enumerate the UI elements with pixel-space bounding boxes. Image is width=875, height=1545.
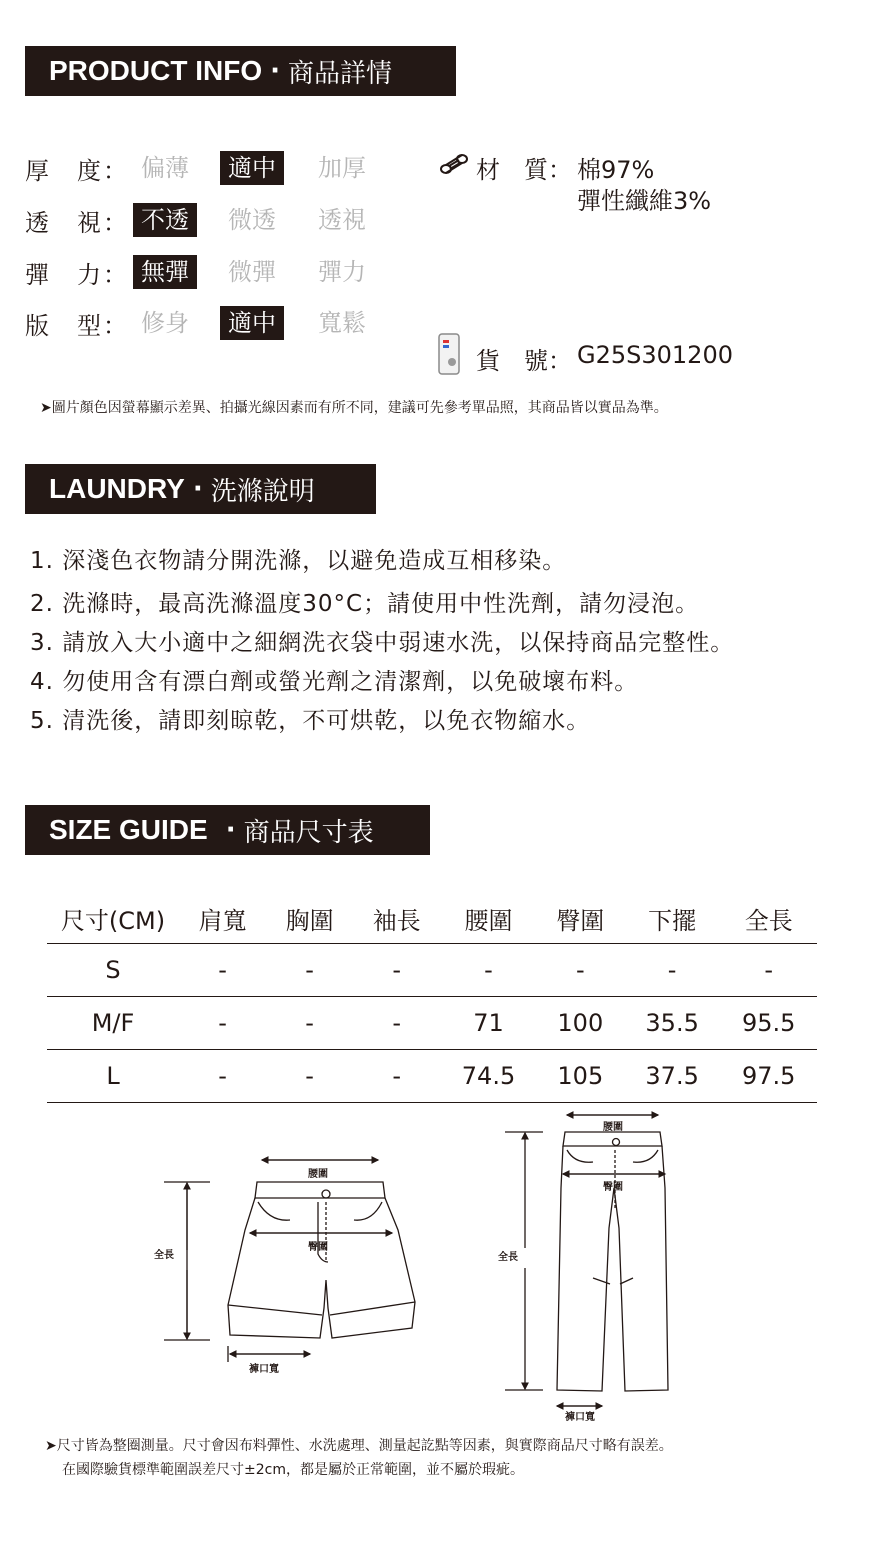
size-value-cell: - [624, 944, 721, 997]
size-value-cell: - [720, 944, 817, 997]
attribute-option: 修身 [141, 309, 189, 337]
attribute-row [25, 252, 135, 292]
size-label-cell: M/F [47, 997, 179, 1050]
attribute-label: 彈 力： [25, 260, 129, 289]
header-zh: 洗滌說明 [210, 476, 315, 507]
shorts-waist-label: 腰圍 [308, 1169, 328, 1180]
size-table-header-row [47, 893, 817, 944]
size-value-cell: 37.5 [624, 1050, 721, 1103]
attribute-label: 透 視： [25, 208, 129, 237]
size-value-cell: 35.5 [624, 997, 721, 1050]
color-note: ➤圖片顏色因螢幕顯示差異、拍攝光線因素而有所不同，建議可先參考單品照，其商品皆以實品為準。 [40, 400, 668, 416]
header-sep: · [270, 56, 280, 86]
column-header: 臀圍 [556, 906, 605, 935]
material-value-1: 棉97% [577, 156, 655, 184]
column-header: 尺寸(CM) [60, 906, 166, 935]
attribute-option-selected: 無彈 [133, 255, 197, 289]
size-value-cell: 97.5 [720, 1050, 817, 1103]
column-header: 袖長 [372, 906, 421, 935]
size-note-2: 在國際驗貨標準範圍誤差尺寸±2cm，都是屬於正常範圍，並不屬於瑕疵。 [62, 1462, 524, 1478]
size-value-cell: 74.5 [440, 1050, 537, 1103]
tag-icon [436, 332, 462, 376]
size-value-cell: - [353, 944, 440, 997]
attribute-option-selected: 適中 [220, 306, 284, 340]
size-value-cell: 95.5 [720, 997, 817, 1050]
laundry-header [25, 464, 376, 514]
attribute-label: 厚 度： [25, 156, 129, 185]
header-zh: 商品詳情 [288, 58, 393, 89]
shorts-hem-label: 褲口寬 [249, 1364, 279, 1375]
laundry-item: 3. 請放入大小適中之細網洗衣袋中弱速水洗，以保持商品完整性。 [30, 630, 735, 656]
attribute-label: 版 型： [25, 311, 129, 340]
column-header: 全長 [744, 906, 793, 935]
laundry-item: 5. 清洗後，請即刻晾乾，不可烘乾，以免衣物縮水。 [30, 708, 591, 734]
column-header: 下擺 [648, 906, 697, 935]
table-row [47, 997, 817, 1050]
attribute-row [25, 303, 135, 343]
column-header: 胸圍 [285, 906, 334, 935]
header-sep: · [225, 815, 236, 845]
attribute-option: 偏薄 [141, 154, 189, 182]
size-value-cell: - [537, 944, 624, 997]
attribute-row [25, 148, 135, 188]
laundry-item: 4. 勿使用含有漂白劑或螢光劑之清潔劑，以免破壞布料。 [30, 669, 639, 695]
header-en: LAUNDRY [49, 473, 185, 504]
pants-waist-label: 腰圍 [603, 1122, 623, 1133]
laundry-item: 2. 洗滌時，最高洗滌溫度30°C；請使用中性洗劑，請勿浸泡。 [30, 591, 700, 617]
size-note-1: ➤尺寸皆為整圈測量。尺寸會因布料彈性、水洗處理、測量起訖點等因素，與實際商品尺寸略有誤差。 [45, 1438, 673, 1454]
table-row [47, 944, 817, 997]
pants-diagram [495, 1108, 695, 1432]
material-label: 材 質： [476, 156, 572, 184]
sku-value: G25S301200 [577, 341, 733, 369]
size-value-cell: 71 [440, 997, 537, 1050]
size-value-cell: 105 [537, 1050, 624, 1103]
table-row [47, 1050, 817, 1103]
attribute-option: 彈力 [318, 258, 366, 286]
size-value-cell: - [266, 1050, 353, 1103]
header-en: SIZE GUIDE [49, 814, 208, 845]
pants-hip-label: 臀圍 [603, 1182, 623, 1193]
header-sep: · [192, 474, 203, 504]
header-en: PRODUCT INFO [49, 55, 263, 86]
size-value-cell: 100 [537, 997, 624, 1050]
attribute-option-selected: 不透 [133, 203, 197, 237]
attribute-option: 微彈 [228, 258, 276, 286]
size-value-cell: - [179, 944, 266, 997]
size-label-cell: S [47, 944, 179, 997]
material-value-2: 彈性纖維3% [577, 187, 712, 215]
size-value-cell: - [266, 997, 353, 1050]
attribute-option: 透視 [318, 206, 366, 234]
laundry-item: 1. 深淺色衣物請分開洗滌，以避免造成互相移染。 [30, 548, 567, 574]
size-label-cell: L [47, 1050, 179, 1103]
product-info-header [25, 46, 456, 96]
size-table [47, 893, 817, 1103]
size-guide-header [25, 805, 430, 855]
size-value-cell: - [353, 997, 440, 1050]
size-value-cell: - [179, 1050, 266, 1103]
column-header: 肩寬 [198, 906, 247, 935]
header-zh: 商品尺寸表 [243, 817, 374, 848]
attribute-option: 微透 [228, 206, 276, 234]
shorts-hip-label: 臀圍 [308, 1242, 328, 1253]
size-value-cell: - [179, 997, 266, 1050]
attribute-option: 加厚 [318, 154, 366, 182]
sku-label: 貨 號： [476, 347, 572, 375]
attribute-option-selected: 適中 [220, 151, 284, 185]
pants-hem-label: 褲口寬 [565, 1412, 595, 1423]
thread-spool-icon [437, 151, 471, 177]
column-header: 腰圍 [464, 906, 513, 935]
size-value-cell: - [266, 944, 353, 997]
size-value-cell: - [440, 944, 537, 997]
pants-length-label: 全長 [498, 1252, 518, 1263]
shorts-length-label: 全長 [154, 1250, 174, 1261]
attribute-row [25, 200, 135, 240]
shorts-diagram [150, 1150, 430, 1384]
size-value-cell: - [353, 1050, 440, 1103]
attribute-option: 寬鬆 [318, 309, 366, 337]
